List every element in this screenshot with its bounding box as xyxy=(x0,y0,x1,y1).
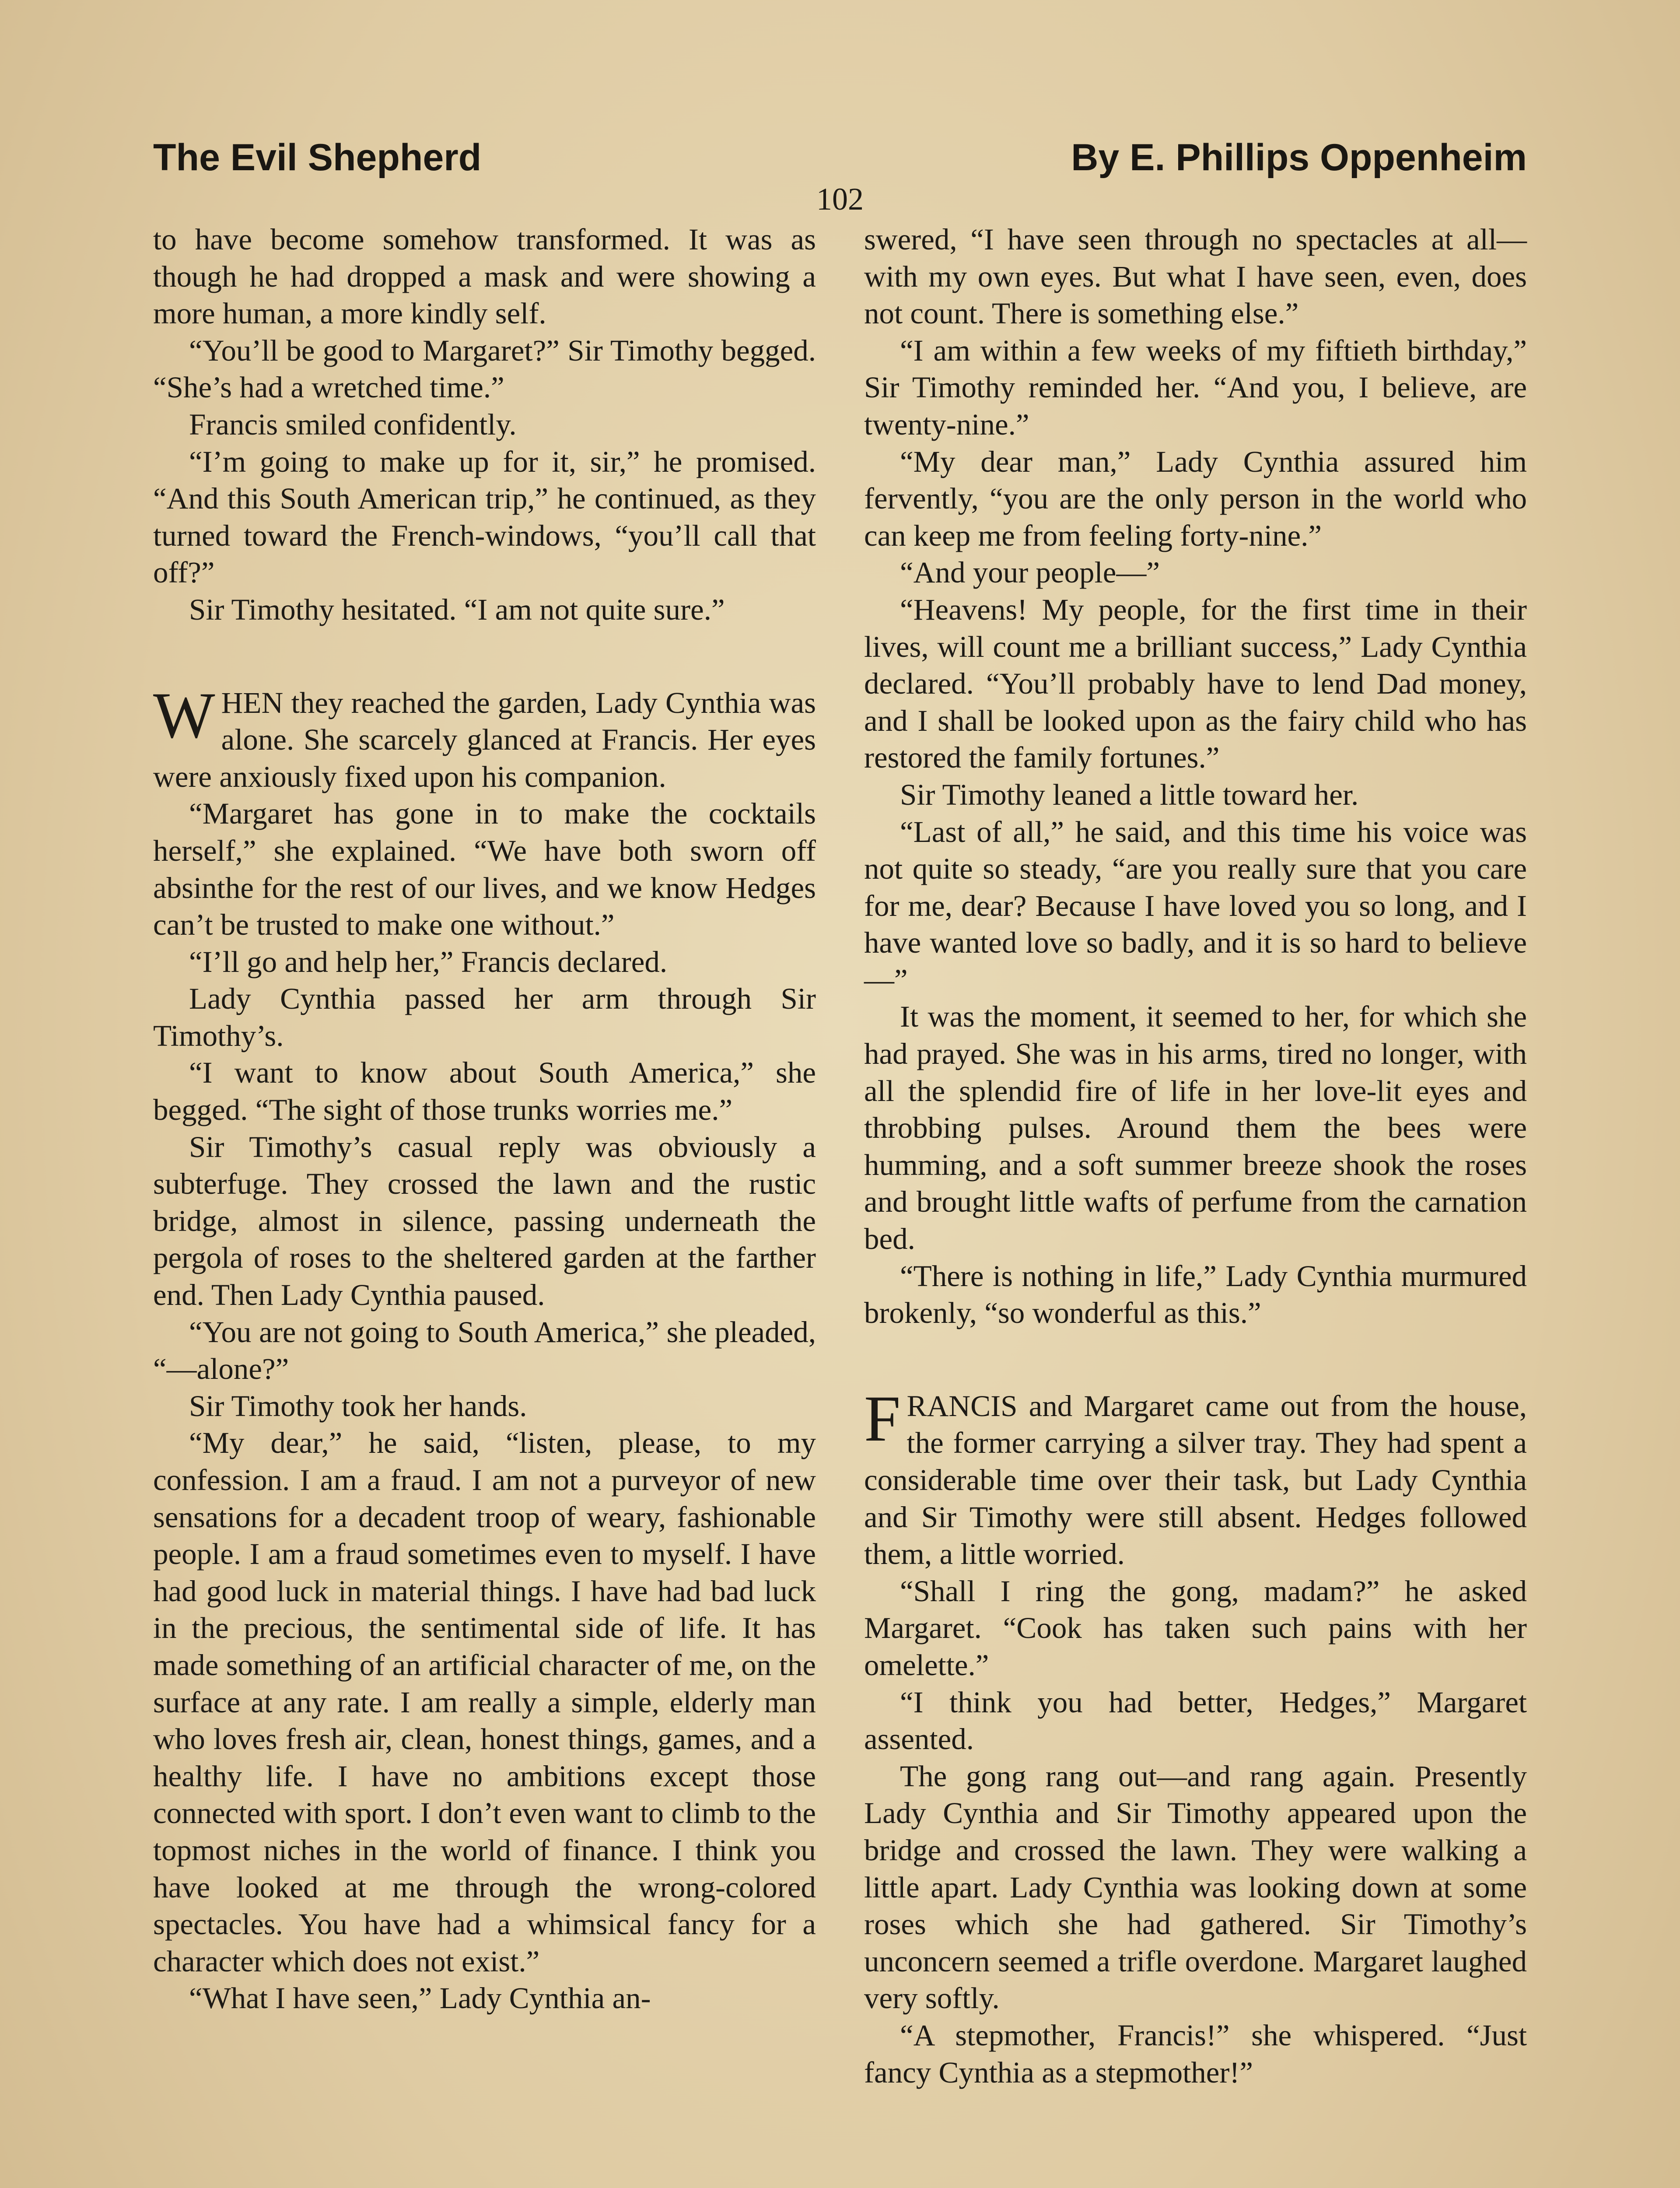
paragraph: Lady Cynthia passed her arm through Sir Timothy’s. xyxy=(153,982,816,1052)
drop-cap: W xyxy=(153,679,215,752)
paragraph xyxy=(864,1382,1527,1573)
paragraph: “I want to know about South America,” she begged. “The sight of those trunks worries me.” xyxy=(153,1056,816,1127)
paragraph: “My dear,” he said, “listen, please, to my confession. I am a fraud. I am not a purveyor of new sensations for a decadent troop of weary, fashionable people. I am a fraud sometimes even to myself. I have had good luck in material things. I have had bad luck in the precious, the sentimental side of life. It has made something of an artificial character of me, on the surface at any rate. I am really a simple, elderly man who loves fresh air, clean, honest things, games, and a healthy life. I have no ambitions except those connected with sport. I don’t even want to climb to the topmost niches in the world of finance. I think you have looked at me through the wrong-colored spectacles. You have had a whimsical fancy for a character which does not exist.” xyxy=(153,1426,816,1978)
paragraph: “What I have seen,” Lady Cynthia an- xyxy=(189,1981,651,2015)
paragraph: swered, “I have seen through no spectacles at all—with my own eyes. But what I have seen, even, does not count. There is something else.” xyxy=(864,223,1527,330)
paragraph: “I’m going to make up for it, sir,” he promised. “And this South American trip,” he continued, as they turned toward the French-windows, “you’ll call that off?” xyxy=(153,445,816,589)
paragraph-text: and Margaret came out from the house, the former carrying a silver tray. They had spent a considerable time over their task, but Lady Cynthia and Sir Timothy were still absent. Hedges followed them, a little worried. xyxy=(864,1389,1527,1571)
paragraph: “Margaret has gone in to make the cocktails herself,” she explained. “We have both sworn off absinthe for the rest of our lives, and we know Hedges can’t be trusted to make one without.” xyxy=(153,797,816,942)
paragraph: Sir Timothy leaned a little toward her. xyxy=(900,778,1359,811)
story-title: The Evil Shepherd xyxy=(153,137,482,179)
paragraph: to have become somehow transformed. It was as though he had dropped a mask and were showing a more human, a more kindly self. xyxy=(153,223,816,330)
paragraph: The gong rang out—and rang again. Presently Lady Cynthia and Sir Timothy appeared upon the bridge and crossed the lawn. They were walking a little apart. Lady Cynthia was looking down at some roses which she had gathered. Sir Timothy’s unconcern seemed a trifle overdone. Margaret laughed very softly. xyxy=(864,1759,1527,2015)
paragraph-text: they reached the garden, Lady Cynthia was alone. She scarcely glanced at Francis. Her eyes were anxiously fixed upon his companion. xyxy=(153,686,816,793)
paragraph: “I am within a few weeks of my fiftieth birthday,” Sir Timothy reminded her. “And you, I believe, are twenty-nine.” xyxy=(864,333,1527,441)
text-column-right xyxy=(864,221,1527,2091)
running-header xyxy=(153,131,1527,184)
story-author: By E. Phillips Oppenheim xyxy=(1071,137,1527,179)
paragraph: “You are not going to South America,” she pleaded, “—alone?” xyxy=(153,1315,816,1386)
paragraph xyxy=(153,679,816,796)
paragraph: “I think you had better, Hedges,” Margaret assented. xyxy=(864,1685,1527,1756)
paragraph: It was the moment, it seemed to her, for which she had prayed. She was in his arms, tired no longer, with all the splendid fire of life in her love-lit eyes and throbbing pulses. Around them the bees were humming, and a soft summer breeze shook the roses and brought little wafts of perfume from the carnation bed. xyxy=(864,1000,1527,1256)
paragraph: “A stepmother, Francis!” she whispered. “Just fancy Cynthia as a stepmother!” xyxy=(864,2018,1527,2089)
paragraph: “Shall I ring the gong, madam?” he asked Margaret. “Cook has taken such pains with her omelette.” xyxy=(864,1574,1527,1682)
paragraph: “My dear man,” Lady Cynthia assured him fervently, “you are the only person in the world who can keep me from feeling forty-nine.” xyxy=(864,445,1527,552)
drop-cap: F xyxy=(864,1382,901,1455)
paragraph: “Last of all,” he said, and this time his voice was not quite so steady, “are you really sure that you care for me, dear? Because I have loved you so long, and I have wanted love so badly, and it is so hard to believe—” xyxy=(864,815,1527,996)
paragraph: Sir Timothy hesitated. “I am not quite sure.” xyxy=(189,593,725,626)
page-number: 102 xyxy=(816,182,864,217)
text-column-left xyxy=(153,221,816,2017)
paragraph: Sir Timothy took her hands. xyxy=(189,1389,527,1423)
lead-in-word: HEN xyxy=(221,686,284,719)
lead-in-word: RANCIS xyxy=(906,1389,1018,1423)
paragraph: “You’ll be good to Margaret?” Sir Timothy begged. “She’s had a wretched time.” xyxy=(153,333,816,404)
paragraph: Francis smiled confidently. xyxy=(189,407,517,441)
paragraph: “And your people—” xyxy=(900,556,1160,589)
paragraph: “Heavens! My people, for the first time in their lives, will count me a brilliant success,” Lady Cynthia declared. “You’ll probably have to lend Dad money, and I shall be looked upon as the fairy child who has restored the family fortunes.” xyxy=(864,593,1527,775)
paragraph: “I’ll go and help her,” Francis declared. xyxy=(189,945,668,978)
paragraph: “There is nothing in life,” Lady Cynthia murmured brokenly, “so wonderful as this.” xyxy=(864,1259,1527,1330)
paragraph: Sir Timothy’s casual reply was obviously a subterfuge. They crossed the lawn and the rustic bridge, almost in silence, passing underneath the pergola of roses to the sheltered garden at the farther end. Then Lady Cynthia paused. xyxy=(153,1130,816,1312)
